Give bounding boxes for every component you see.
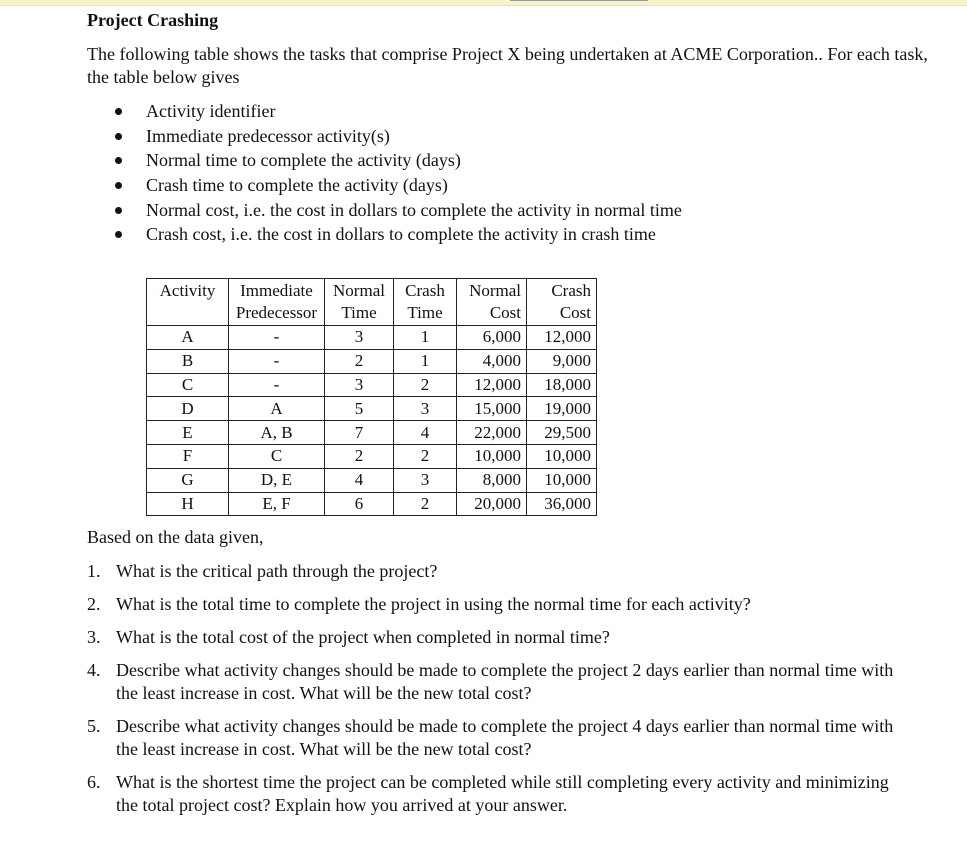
question-item — [87, 715, 907, 761]
bullet-item — [113, 148, 682, 173]
question-number: 6. — [87, 772, 101, 792]
cell-normal-time: 5 — [325, 397, 394, 421]
header-activity — [147, 279, 229, 326]
question-text: What is the shortest time the project can be completed while still completing every activity and minimizing the total project cost? Explain how you arrived at your answer. — [116, 772, 889, 815]
header-normal-cost — [457, 279, 527, 326]
cell-crash-cost: 19,000 — [527, 397, 597, 421]
bullet-dot-icon — [115, 182, 122, 189]
question-number: 5. — [87, 716, 101, 736]
question-text: What is the total time to complete the project in using the normal time for each activity? — [116, 594, 751, 614]
cell-normal-cost: 20,000 — [457, 492, 527, 516]
bullet-dot-icon — [115, 207, 122, 214]
bullet-item — [113, 222, 682, 247]
question-number: 3. — [87, 627, 101, 647]
table-row — [147, 468, 597, 492]
bullet-dot-icon — [115, 157, 122, 164]
header-line: Normal — [333, 281, 385, 300]
cell-crash-cost: 18,000 — [527, 373, 597, 397]
based-on-text: Based on the data given, — [87, 527, 264, 547]
selection-indicator — [510, 0, 648, 1]
header-crash-time — [394, 279, 457, 326]
cell-activity: B — [147, 349, 229, 373]
cell-crash-time: 1 — [394, 326, 457, 350]
header-line: Time — [407, 303, 443, 322]
cell-normal-cost: 6,000 — [457, 326, 527, 350]
cell-activity: H — [147, 492, 229, 516]
activity-table — [146, 278, 597, 516]
cell-crash-cost: 36,000 — [527, 492, 597, 516]
cell-normal-cost: 8,000 — [457, 468, 527, 492]
table-row — [147, 326, 597, 350]
cell-activity: F — [147, 444, 229, 468]
bullet-list — [113, 99, 682, 247]
cell-activity: A — [147, 326, 229, 350]
cell-predecessor: D, E — [229, 468, 325, 492]
cell-predecessor: C — [229, 444, 325, 468]
cell-normal-time: 4 — [325, 468, 394, 492]
cell-normal-time: 3 — [325, 326, 394, 350]
header-line: Activity — [159, 281, 216, 300]
bullet-text: Normal cost, i.e. the cost in dollars to complete the activity in normal time — [146, 199, 682, 220]
bullet-item — [113, 198, 682, 223]
bullet-dot-icon — [115, 108, 122, 115]
header-line: Cost — [559, 303, 591, 322]
header-line: Predecessor — [235, 303, 318, 322]
cell-normal-time: 7 — [325, 421, 394, 445]
question-number: 4. — [87, 660, 101, 680]
table-row — [147, 492, 597, 516]
cell-predecessor: A — [229, 397, 325, 421]
question-item — [87, 659, 907, 705]
cell-normal-cost: 12,000 — [457, 373, 527, 397]
header-line: Normal — [469, 281, 521, 300]
table-row — [147, 373, 597, 397]
cell-crash-time: 4 — [394, 421, 457, 445]
cell-predecessor: A, B — [229, 421, 325, 445]
intro-paragraph: The following table shows the tasks that comprise Project X being undertaken at ACME Corporation.. For each task, the table below gives — [87, 44, 928, 87]
cell-crash-time: 3 — [394, 468, 457, 492]
cell-crash-cost: 10,000 — [527, 468, 597, 492]
bullet-dot-icon — [115, 231, 122, 238]
bullet-text: Normal time to complete the activity (days) — [146, 150, 461, 171]
bullet-text: Crash cost, i.e. the cost in dollars to complete the activity in crash time — [146, 224, 656, 245]
header-crash-cost — [527, 279, 597, 326]
question-text: What is the critical path through the project? — [116, 561, 438, 581]
cell-activity: E — [147, 421, 229, 445]
header-line: Immediate — [240, 281, 313, 300]
cell-predecessor: - — [229, 373, 325, 397]
header-line: Crash — [551, 281, 591, 300]
table-row — [147, 421, 597, 445]
question-list — [87, 560, 907, 817]
header-line: Crash — [405, 281, 445, 300]
cell-normal-cost: 4,000 — [457, 349, 527, 373]
bullet-item — [113, 173, 682, 198]
table-row — [147, 397, 597, 421]
question-item — [87, 626, 907, 649]
bullet-text: Crash time to complete the activity (days) — [146, 175, 448, 196]
cell-normal-time: 2 — [325, 349, 394, 373]
question-item — [87, 771, 907, 817]
cell-predecessor: E, F — [229, 492, 325, 516]
cell-crash-time: 2 — [394, 444, 457, 468]
cell-crash-cost: 29,500 — [527, 421, 597, 445]
header-predecessor — [229, 279, 325, 326]
cell-normal-cost: 10,000 — [457, 444, 527, 468]
table-header-row — [147, 279, 597, 326]
bullet-item — [113, 99, 682, 124]
bullet-item — [113, 124, 682, 149]
question-item — [87, 593, 907, 616]
cell-normal-cost: 15,000 — [457, 397, 527, 421]
cell-activity: C — [147, 373, 229, 397]
header-normal-time — [325, 279, 394, 326]
cell-activity: D — [147, 397, 229, 421]
bullet-text: Activity identifier — [146, 101, 276, 121]
table-row — [147, 349, 597, 373]
cell-crash-cost: 10,000 — [527, 444, 597, 468]
question-text: Describe what activity changes should be made to complete the project 2 days earlier than normal time with the least increase in cost. What will be the new total cost? — [116, 660, 894, 703]
header-line: Cost — [489, 303, 521, 322]
question-text: Describe what activity changes should be made to complete the project 4 days earlier than normal time with the least increase in cost. What will be the new total cost? — [116, 716, 894, 759]
question-text: What is the total cost of the project when completed in normal time? — [116, 627, 610, 647]
table-row — [147, 444, 597, 468]
cell-predecessor: - — [229, 326, 325, 350]
header-line: Time — [341, 303, 377, 322]
cell-normal-time: 2 — [325, 444, 394, 468]
cell-crash-time: 2 — [394, 373, 457, 397]
cell-crash-time: 2 — [394, 492, 457, 516]
cell-crash-cost: 9,000 — [527, 349, 597, 373]
question-number: 2. — [87, 594, 101, 614]
cell-normal-time: 6 — [325, 492, 394, 516]
cell-crash-time: 3 — [394, 397, 457, 421]
cell-normal-time: 3 — [325, 373, 394, 397]
cell-normal-cost: 22,000 — [457, 421, 527, 445]
page-title: Project Crashing — [87, 10, 219, 30]
cell-crash-time: 1 — [394, 349, 457, 373]
top-highlight-bar — [0, 0, 967, 6]
cell-predecessor: - — [229, 349, 325, 373]
bullet-dot-icon — [115, 133, 122, 140]
question-number: 1. — [87, 561, 101, 581]
bullet-text: Immediate predecessor activity(s) — [146, 125, 390, 146]
cell-activity: G — [147, 468, 229, 492]
question-item — [87, 560, 907, 583]
cell-crash-cost: 12,000 — [527, 326, 597, 350]
